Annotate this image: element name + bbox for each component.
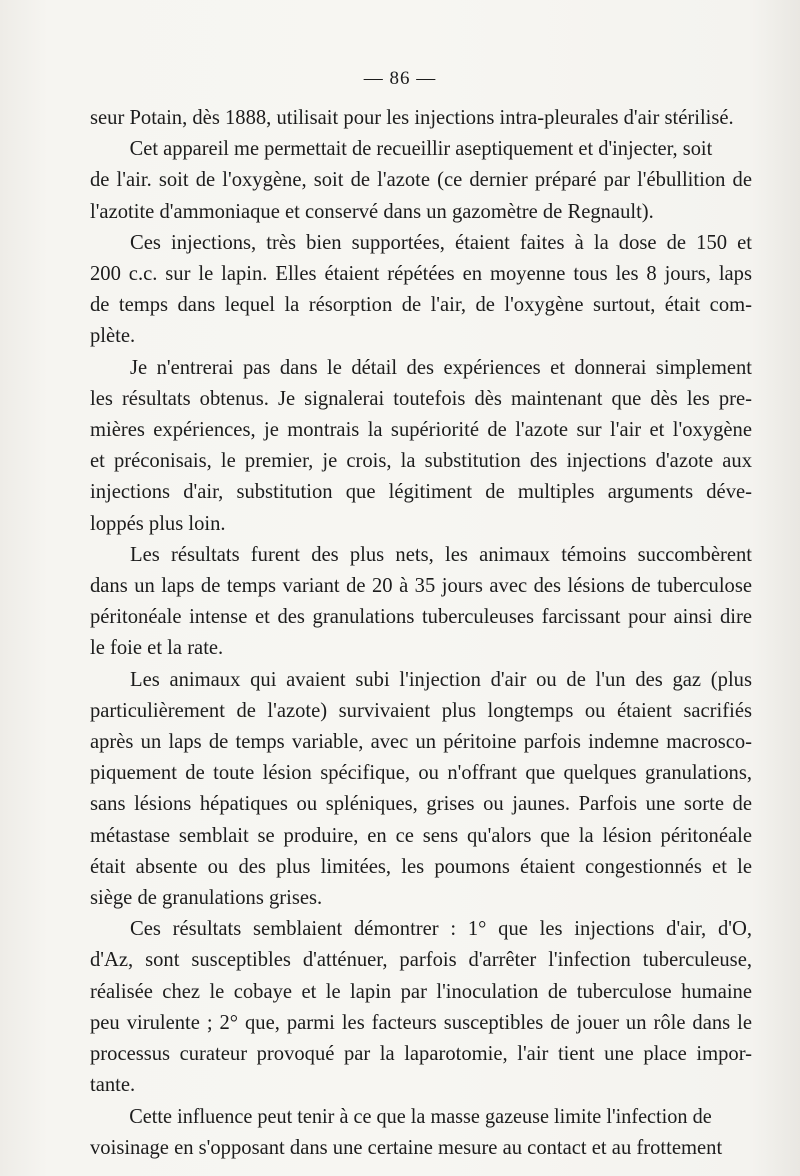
text-line: après un laps de temps variable, avec un péritoine parfois indemne macrosco- — [90, 731, 752, 754]
paragraph — [90, 134, 752, 228]
text-line: Les animaux qui avaient subi l'injection d'air ou de l'un des gaz (plus — [130, 668, 752, 691]
text-line: loppés plus loin. — [90, 512, 226, 535]
text-line: peu virulente ; 2° que, parmi les facteurs susceptibles de jouer un rôle dans le — [90, 1011, 752, 1034]
paragraph — [90, 540, 752, 665]
text-line: plète. — [90, 325, 136, 348]
page-number: — 86 — — [363, 68, 437, 89]
text-line: Cet appareil me permettait de recueillir aseptiquement et d'injecter, soit — [129, 138, 713, 161]
text-line: siège de granulations grises. — [90, 887, 323, 910]
text-line: tante. — [90, 1074, 136, 1097]
paragraph — [90, 103, 752, 134]
text-line: péritonéale intense et des granulations tuberculeuses farcissant pour ainsi dire — [90, 606, 752, 629]
paragraph — [90, 665, 752, 915]
text-line: Ces résultats semblaient démontrer : 1° que les injections d'air, d'O, — [130, 918, 752, 941]
paragraph — [90, 353, 752, 540]
text-line: particulièrement de l'azote) survivaient plus longtemps ou étaient sacrifiés — [90, 699, 752, 722]
paragraph — [90, 228, 752, 353]
text-line: Cette influence peut tenir à ce que la masse gazeuse limite l'infection de — [129, 1105, 712, 1128]
text-line: et préconisais, le premier, je crois, la substitution des injections d'azote aux — [90, 450, 752, 473]
text-line: 200 c.c. sur le lapin. Elles étaient répétées en moyenne tous les 8 jours, laps — [90, 263, 752, 286]
text-line: Je n'entrerai pas dans le détail des expériences et donnerai simplement — [130, 356, 752, 379]
text-line: Ces injections, très bien supportées, étaient faites à la dose de 150 et — [130, 231, 752, 254]
text-line: les résultats obtenus. Je signalerai toutefois dès maintenant que dès les pre- — [90, 387, 752, 410]
text-line: mières expériences, je montrais la supériorité de l'azote sur l'air et l'oxygène — [90, 419, 752, 442]
text-line: dans un laps de temps variant de 20 à 35 jours avec des lésions de tuberculose — [90, 575, 752, 598]
text-line: piquement de toute lésion spécifique, ou n'offrant que quelques granulations, — [90, 762, 752, 785]
text-line: voisinage en s'opposant dans une certaine mesure au contact et au frottement — [90, 1136, 723, 1159]
paragraph — [90, 1102, 752, 1164]
text-line: l'azotite d'ammoniaque et conservé dans un gazomètre de Regnault). — [90, 200, 654, 223]
text-line: sans lésions hépatiques ou spléniques, grises ou jaunes. Parfois une sorte de — [90, 793, 752, 816]
text-line: de l'air. soit de l'oxygène, soit de l'azote (ce dernier préparé par l'ébullition de — [90, 169, 752, 192]
text-line: processus curateur provoqué par la laparotomie, l'air tient une place impor- — [90, 1043, 752, 1066]
text-line: seur Potain, dès 1888, utilisait pour les injections intra-pleurales d'air stérilisé. — [90, 107, 734, 129]
text-line: était absente ou des plus limitées, les poumons étaient congestionnés et le — [90, 855, 752, 878]
body-text — [90, 103, 752, 1164]
text-line: Les résultats furent des plus nets, les animaux témoins succombèrent — [130, 543, 752, 566]
text-line: injections d'air, substitution que légitiment de multiples arguments déve- — [90, 481, 752, 504]
text-line: le foie et la rate. — [90, 637, 224, 660]
text-line: d'Az, sont susceptibles d'atténuer, parfois d'arrêter l'infection tuberculeuse, — [90, 949, 752, 972]
paragraph — [90, 914, 752, 1101]
text-line: réalisée chez le cobaye et le lapin par l'inoculation de tuberculose humaine — [90, 980, 752, 1003]
text-line: métastase semblait se produire, en ce sens qu'alors que la lésion péritonéale — [90, 824, 752, 847]
text-line: de temps dans lequel la résorption de l'air, de l'oxygène surtout, était com- — [90, 294, 752, 317]
